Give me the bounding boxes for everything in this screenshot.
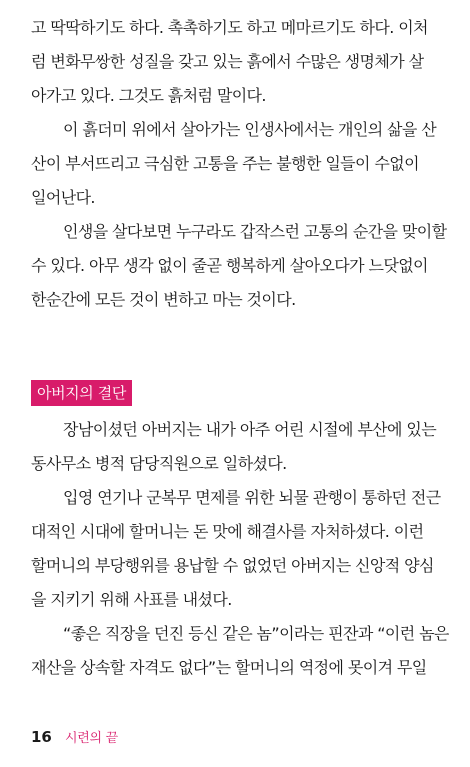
text-line: 장남이셨던 아버지는 내가 아주 어린 시절에 부산에 있는	[63, 420, 437, 439]
paragraph-2	[31, 113, 451, 215]
page-footer	[31, 727, 118, 747]
paragraph-6	[31, 617, 451, 685]
text-line: 인생을 살다보면 누구라도 갑작스런 고통의 순간을 맞이할	[63, 222, 447, 241]
text-line: 아가고 있다. 그것도 흙처럼 말이다.	[31, 86, 266, 105]
paragraph-4	[31, 413, 451, 481]
text-line: 수 있다. 아무 생각 없이 줄곧 행복하게 살아오다가 느닷없이	[31, 256, 428, 275]
text-line: 할머니의 부당행위를 용납할 수 없었던 아버지는 신앙적 양심	[31, 556, 434, 575]
section-heading: 아버지의 결단	[31, 380, 132, 406]
text-line: 이 흙더미 위에서 살아가는 인생사에서는 개인의 삶을 산	[63, 120, 437, 139]
text-line: 재산을 상속할 자격도 없다”는 할머니의 역정에 못이겨 무일	[31, 658, 427, 677]
text-line: 입영 연기나 군복무 면제를 위한 뇌물 관행이 통하던 전근	[63, 488, 441, 507]
paragraph-3	[31, 215, 451, 317]
text-line: 동사무소 병적 담당직원으로 일하셨다.	[31, 454, 287, 473]
text-line: 대적인 시대에 할머니는 돈 맛에 해결사를 자처하셨다. 이런	[31, 522, 424, 541]
paragraph-5	[31, 481, 451, 617]
text-line: 고 딱딱하기도 하다. 촉촉하기도 하고 메마르기도 하다. 이처	[31, 18, 428, 37]
paragraph-1	[31, 11, 451, 113]
text-line: 을 지키기 위해 사표를 내셨다.	[31, 590, 232, 609]
text-line: 한순간에 모든 것이 변하고 마는 것이다.	[31, 290, 296, 309]
text-line: 럼 변화무쌍한 성질을 갖고 있는 흙에서 수많은 생명체가 살	[31, 52, 424, 71]
text-line: 일어난다.	[31, 188, 95, 207]
running-title: 시련의 끝	[64, 731, 118, 746]
page-number: 16	[31, 728, 52, 746]
text-line: 산이 부서뜨리고 극심한 고통을 주는 불행한 일들이 수없이	[31, 154, 419, 173]
text-line: “좋은 직장을 던진 등신 같은 놈”이라는 핀잔과 “이런 놈은	[63, 624, 449, 643]
